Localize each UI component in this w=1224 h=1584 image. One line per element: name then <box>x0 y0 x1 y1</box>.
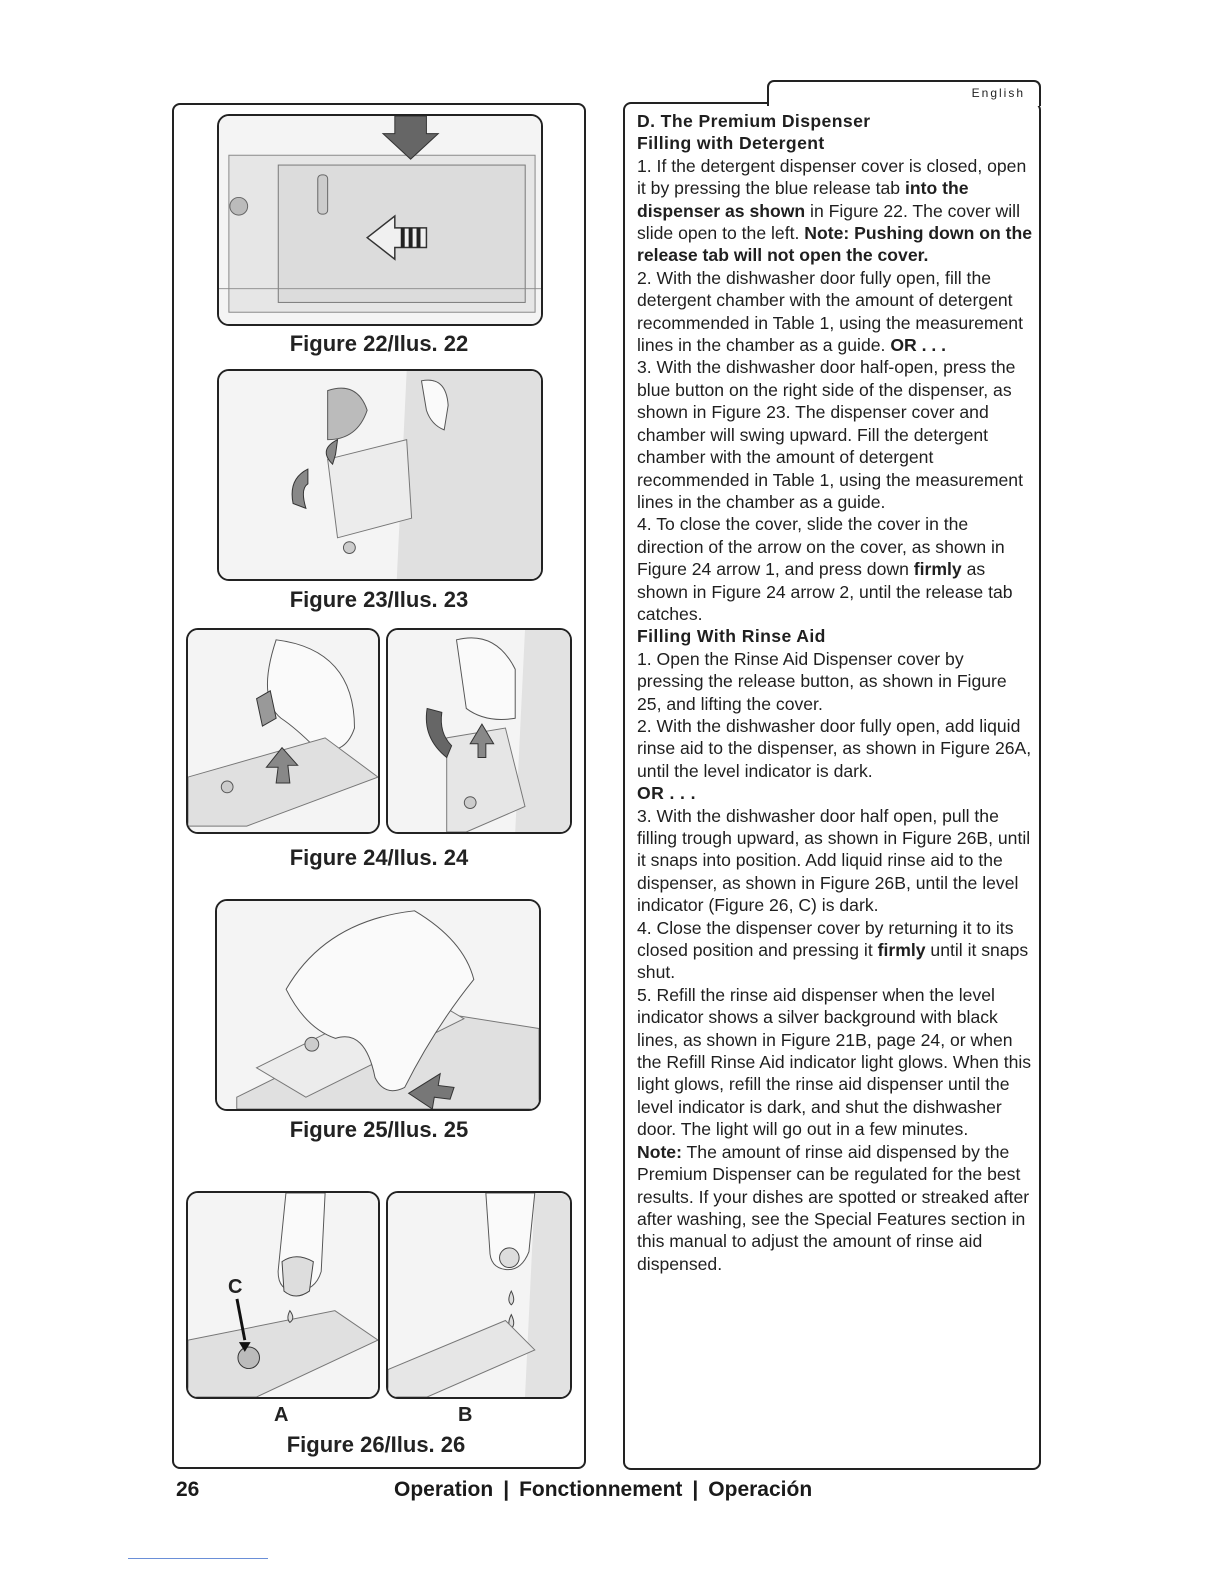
figure-26-caption: Figure 26/Ilus. 26 <box>286 1432 466 1457</box>
step-2-detergent: 2. With the dishwasher door fully open, fill the detergent chamber with the amount of detergent recommended in Table 1, using the measurement lines in the chamber as a guide. OR . . . <box>637 267 1023 356</box>
or-separator: OR . . . <box>637 783 696 804</box>
figure-25-caption: Figure 25/Ilus. 25 <box>289 1117 469 1142</box>
figure-26b-illustration <box>386 1191 572 1399</box>
step-1-detergent: 1. If the detergent dispenser cover is closed, open it by pressing the blue release tab into the dispenser as shown in Figure 22. The cover will slide open to the left. Note: Pushing down on the release tab will not open the cover. <box>637 155 1032 266</box>
figure-24-right-illustration <box>386 628 572 834</box>
figure-26-label-a: A <box>274 1404 289 1426</box>
step-2-rinse: 2. With the dishwasher door fully open, add liquid rinse aid to the dispenser, as shown in Figure 26A, until the level indicator is dark. <box>637 715 1032 781</box>
step-4-rinse: 4. Close the dispenser cover by returning it to its closed position and pressing it firmly until it snaps shut. <box>637 917 1029 983</box>
section-title: D. The Premium Dispenser <box>637 111 871 131</box>
footer-operation-es: Operación <box>708 1478 813 1501</box>
language-tab <box>767 80 1041 106</box>
figure-22-caption: Figure 22/Ilus. 22 <box>289 331 469 356</box>
step-5-rinse: 5. Refill the rinse aid dispenser when the level indicator shows a silver background with black lines, as shown in Figure 21B, page 24, or when the Refill Rinse Aid indicator light glows. When this light glows, refill the rinse aid dispenser until the level indicator is dark, and shut the dishwasher door. The light will go out in a few minutes. <box>637 984 1032 1140</box>
figure-26-label-b: B <box>458 1404 473 1426</box>
subsection-title-rinse-aid: Filling With Rinse Aid <box>637 626 826 647</box>
step-4-detergent: 4. To close the cover, slide the cover in the direction of the arrow on the cover, as shown in Figure 24 arrow 1, and press down firmly as shown in Figure 24 arrow 2, until the release tab catches. <box>637 514 1013 624</box>
figure-24-caption: Figure 24/Ilus. 24 <box>289 845 469 870</box>
figure-23-illustration <box>217 369 543 581</box>
figure-26-label-c: C <box>228 1276 243 1298</box>
footer-operation-en: Operation <box>394 1478 494 1501</box>
footer-operation-fr: Fonctionnement <box>519 1478 683 1501</box>
step-3-rinse: 3. With the dishwasher door half open, pull the filling trough upward, as shown in Figure 26B, until it snaps into position. Add liquid rinse aid to the dispenser, as shown in Figure 26B, until the level indicator (Figure 26, C) is dark. <box>637 805 1031 916</box>
page-number: 26 <box>176 1478 200 1501</box>
step-3-detergent: 3. With the dishwasher door half-open, press the blue button on the right side of the dispenser, as shown in Figure 23. The dispenser cover and chamber will swing upward. Fill the detergent chamber with the amount of detergent recommended in Table 1, using the measurement lines in the chamber as a guide. <box>637 357 1023 512</box>
note-paragraph: Note: The amount of rinse aid dispensed by the Premium Dispenser can be regulated for the best results. If your dishes are spotted or streaked after after washing, see the Special Features section in this manual to adjust the amount of rinse aid dispensed. <box>637 1141 1030 1274</box>
figure-26a-illustration <box>186 1191 380 1399</box>
figure-22-illustration <box>217 114 543 326</box>
figure-25-illustration <box>215 899 541 1111</box>
step-1-rinse: 1. Open the Rinse Aid Dispenser cover by pressing the release button, as shown in Figure 25, and lifting the cover. <box>637 648 1007 714</box>
subsection-title-detergent: Filling with Detergent <box>637 133 825 154</box>
language-label: English <box>971 86 1025 100</box>
instructions-text <box>637 110 1035 1275</box>
figure-24-left-illustration <box>186 628 380 834</box>
figure-23-caption: Figure 23/Ilus. 23 <box>289 587 469 612</box>
footer-section-title: Operation | Fonctionnement | Operación <box>394 1478 813 1501</box>
bottom-rule <box>128 1558 268 1559</box>
